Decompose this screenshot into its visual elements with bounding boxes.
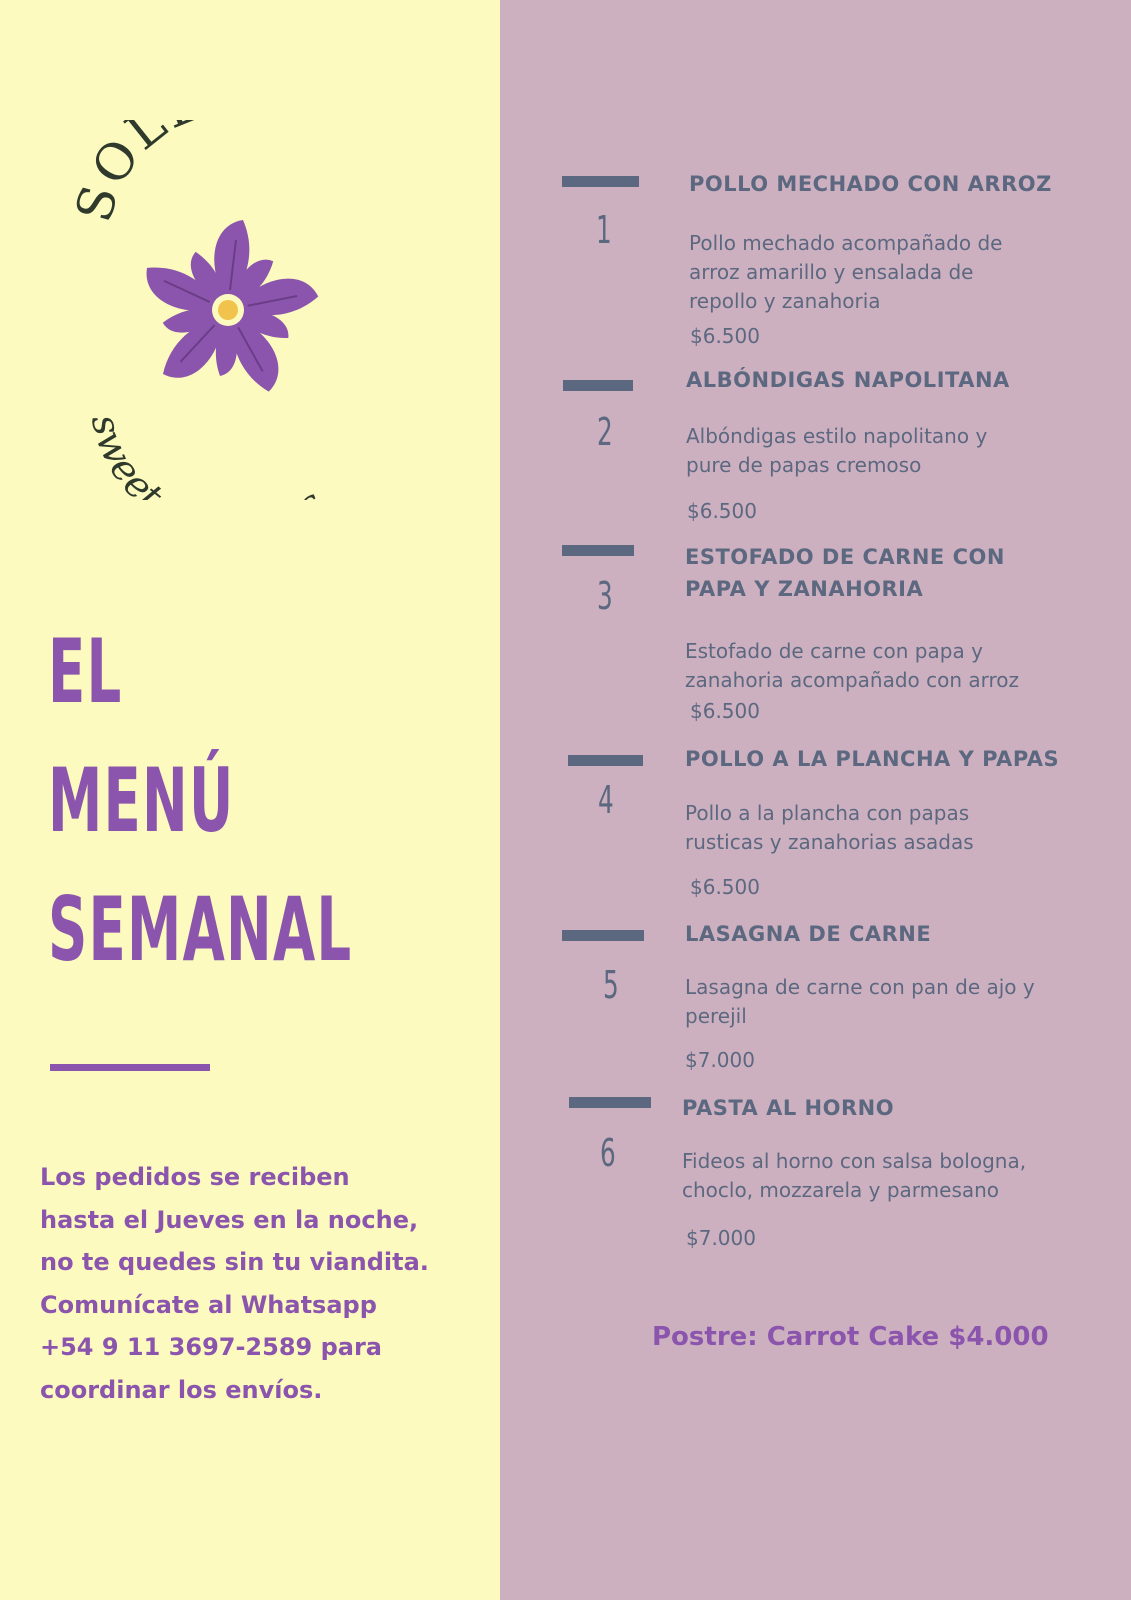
item-5-desc-line: perejil <box>685 1004 747 1028</box>
left-panel <box>0 0 500 1600</box>
order-info-line: no te quedes sin tu viandita. <box>40 1248 429 1276</box>
item-1-price: $6.500 <box>690 324 760 348</box>
item-2-description <box>686 422 1086 480</box>
title-line-2: MENÚ <box>48 749 235 852</box>
item-6-number: 6 <box>600 1131 616 1175</box>
purple-flower-icon <box>138 220 320 395</box>
item-4-desc-line: Pollo a la plancha con papas <box>685 801 970 825</box>
item-1-description <box>689 229 1089 316</box>
item-3-dash <box>562 545 634 556</box>
logo-brand-text: SOL <box>70 120 180 228</box>
item-3-desc-line: Estofado de carne con papa y <box>685 639 983 663</box>
title-line-3: SEMANAL <box>48 878 353 981</box>
item-2-number: 2 <box>597 410 613 454</box>
item-6-title: PASTA AL HORNO <box>682 1096 895 1120</box>
logo-tagline-text: sweet <box>82 410 171 500</box>
item-3-price: $6.500 <box>690 699 760 723</box>
item-3-title-line: PAPA Y ZANAHORIA <box>685 577 924 601</box>
item-1-dash <box>562 176 639 187</box>
order-info-line: +54 9 11 3697-2589 para <box>40 1333 382 1361</box>
item-2-desc-line: Albóndigas estilo napolitano y <box>686 424 988 448</box>
item-3-desc-line: zanahoria acompañado con arroz <box>685 668 1020 692</box>
item-3-title <box>685 541 1005 605</box>
item-2-price: $6.500 <box>687 499 757 523</box>
item-1-desc-line: repollo y zanahoria <box>689 289 881 313</box>
item-3-number: 3 <box>597 574 613 618</box>
item-2-title: ALBÓNDIGAS NAPOLITANA <box>686 368 1010 392</box>
item-1-number: 1 <box>596 208 612 252</box>
item-5-number: 5 <box>603 963 619 1007</box>
item-4-price: $6.500 <box>690 875 760 899</box>
item-4-dash <box>568 755 643 766</box>
order-info-line: Comunícate al Whatsapp <box>40 1290 377 1319</box>
item-4-description <box>685 799 1085 857</box>
item-2-desc-line: pure de papas cremoso <box>686 453 922 477</box>
item-6-dash <box>569 1097 651 1108</box>
item-1-desc-line: arroz amarillo y ensalada de <box>689 260 974 284</box>
title-divider <box>50 1064 210 1071</box>
item-5-desc-line: Lasagna de carne con pan de ajo y <box>685 975 1035 999</box>
item-5-description <box>685 973 1085 1031</box>
logo-graphic <box>70 120 410 500</box>
item-5-dash <box>562 930 644 941</box>
order-info-line: coordinar los envíos. <box>40 1375 323 1404</box>
item-3-title-line: ESTOFADO DE CARNE CON <box>685 545 1005 569</box>
item-3-description <box>685 637 1085 695</box>
item-6-desc-line: choclo, mozzarela y parmesano <box>682 1178 1000 1202</box>
right-panel <box>500 0 1131 1600</box>
item-4-title: POLLO A LA PLANCHA Y PAPAS <box>685 747 1060 771</box>
logo <box>70 120 410 500</box>
item-5-price: $7.000 <box>685 1048 755 1072</box>
item-6-price: $7.000 <box>686 1226 756 1250</box>
item-1-title: POLLO MECHADO CON ARROZ <box>689 172 1052 196</box>
order-info-line: hasta el Jueves en la noche, <box>40 1205 419 1234</box>
item-6-desc-line: Fideos al horno con salsa bologna, <box>682 1149 1027 1173</box>
item-6-description <box>682 1147 1082 1205</box>
dessert-line: Postre: Carrot Cake $4.000 <box>652 1322 1049 1352</box>
item-4-number: 4 <box>598 778 614 822</box>
order-info <box>40 1156 490 1411</box>
item-4-desc-line: rusticas y zanahorias asadas <box>685 830 974 854</box>
title-line-1: EL <box>48 620 123 723</box>
order-info-line: Los pedidos se reciben <box>40 1163 350 1191</box>
item-5-title: LASAGNA DE CARNE <box>685 922 932 946</box>
item-1-desc-line: Pollo mechado acompañado de <box>689 231 1003 255</box>
item-2-dash <box>563 380 633 391</box>
